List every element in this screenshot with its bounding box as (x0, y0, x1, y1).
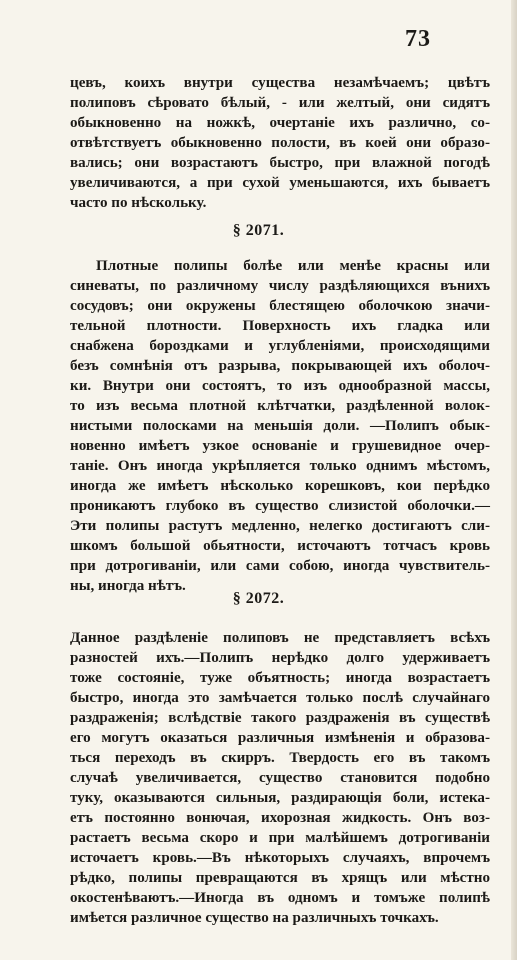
text-line: Эти полипы растутъ медленно, нелегко достигаютъ сли- (70, 518, 490, 534)
page-number: 73 (405, 26, 431, 52)
text-line: тельной плотности. Поверхность ихъ гладка или (70, 318, 490, 334)
text-line: окостенѣваютъ.—Иногда въ одномъ и томъже полипѣ (70, 890, 490, 906)
text-line: отвѣтствуетъ обыкновенно полости, въ коей они образо- (70, 135, 490, 151)
text-line: синеваты, по различному числу раздѣляющихся вънихъ (70, 278, 490, 294)
text-line: рѣдко, полипы превращаются въ хрящъ или мѣстно (70, 870, 490, 886)
text-line: увеличиваются, а при сухой уменьшаются, ихъ бываетъ (70, 175, 490, 191)
text-line: снабжена бороздками и углубленіями, происходящими (70, 338, 490, 354)
text-line: Плотные полипы болѣе или менѣе красны или (96, 258, 490, 274)
text-line: проникаютъ глубоко въ существо слизистой оболочки.— (70, 498, 490, 514)
section-heading-2072: § 2072. (232, 590, 285, 607)
text-line: разностей ихъ.—Полипъ нерѣдко долго удерживаетъ (70, 650, 490, 666)
paragraph-2071 (70, 256, 490, 596)
text-line: то изъ весьма плотной клѣтчатки, раздѣленной волок- (70, 398, 490, 414)
text-line: источаетъ кровь.—Въ нѣкоторыхъ случаяхъ, впрочемъ (70, 850, 490, 866)
text-line: при дотрогиваніи, или сами собою, иногда чувствитель- (70, 558, 490, 574)
text-line: шкомъ большой обьятности, источаютъ тотчасъ кровь (70, 538, 490, 554)
page-edge-shadow (511, 0, 517, 960)
paragraph-continuation (70, 73, 490, 213)
text-line: таніе. Онъ иногда укрѣпляется только однимъ мѣстомъ, (70, 458, 490, 474)
text-line: растаетъ весьма скоро и при малѣйшемъ дотрогиваніи (70, 830, 490, 846)
text-line: обыкновенно на ножкѣ, очертаніе ихъ различно, со- (70, 115, 490, 131)
text-line: полиповъ сѣровато бѣлый, - или желтый, они сидятъ (70, 95, 490, 111)
text-line: цевъ, коихъ внутри существа незамѣчаемъ; цвѣтъ (70, 75, 490, 91)
text-line: безъ сомнѣнія отъ разрыва, покрывающей ихъ оболоч- (70, 358, 490, 374)
text-line: етъ постоянно вонючая, ихорозная жидкость. Онъ воз- (70, 810, 490, 826)
text-line: случаѣ увеличивается, существо становится подобно (70, 770, 490, 786)
text-line: вались; они возрастаютъ быстро, при влажной погодѣ (70, 155, 490, 171)
text-line: Данное раздѣленіе полиповъ не представляетъ всѣхъ (70, 630, 490, 646)
text-line: новенно имѣетъ узкое основаніе и грушевидное очер- (70, 438, 490, 454)
text-line: ться переходъ въ скирръ. Твердость его въ такомъ (70, 750, 490, 766)
text-line: ки. Внутри они состоятъ, то изъ однообразной массы, (70, 378, 490, 394)
text-line: иногда же имѣетъ нѣсколько корешковъ, кои перѣдко (70, 478, 490, 494)
text-line: часто по нѣскольку. (70, 195, 207, 211)
text-line: тоже состояніе, туже объятность; иногда возрастаетъ (70, 670, 490, 686)
text-line: быстро, иногда это замѣчается только послѣ случайнаго (70, 690, 490, 706)
text-line: сосудовъ; они окружены блестящею оболочкою значи- (70, 298, 490, 314)
text-line: туку, оказываются сильныя, раздирающія боли, истека- (70, 790, 490, 806)
text-line: имѣется различное существо на различныхъ точкахъ. (70, 910, 439, 926)
text-line: ны, иногда нѣтъ. (70, 578, 186, 594)
text-line: раздраженія; вслѣдствіе такого раздраженія въ существѣ (70, 710, 490, 726)
section-heading-2071: § 2071. (232, 222, 285, 239)
text-line: его могутъ оказаться различныя измѣненія и образова- (70, 730, 490, 746)
text-line: нистыми полосками на меньшія доли. —Полипъ обык- (70, 418, 490, 434)
paragraph-2072 (70, 628, 490, 928)
